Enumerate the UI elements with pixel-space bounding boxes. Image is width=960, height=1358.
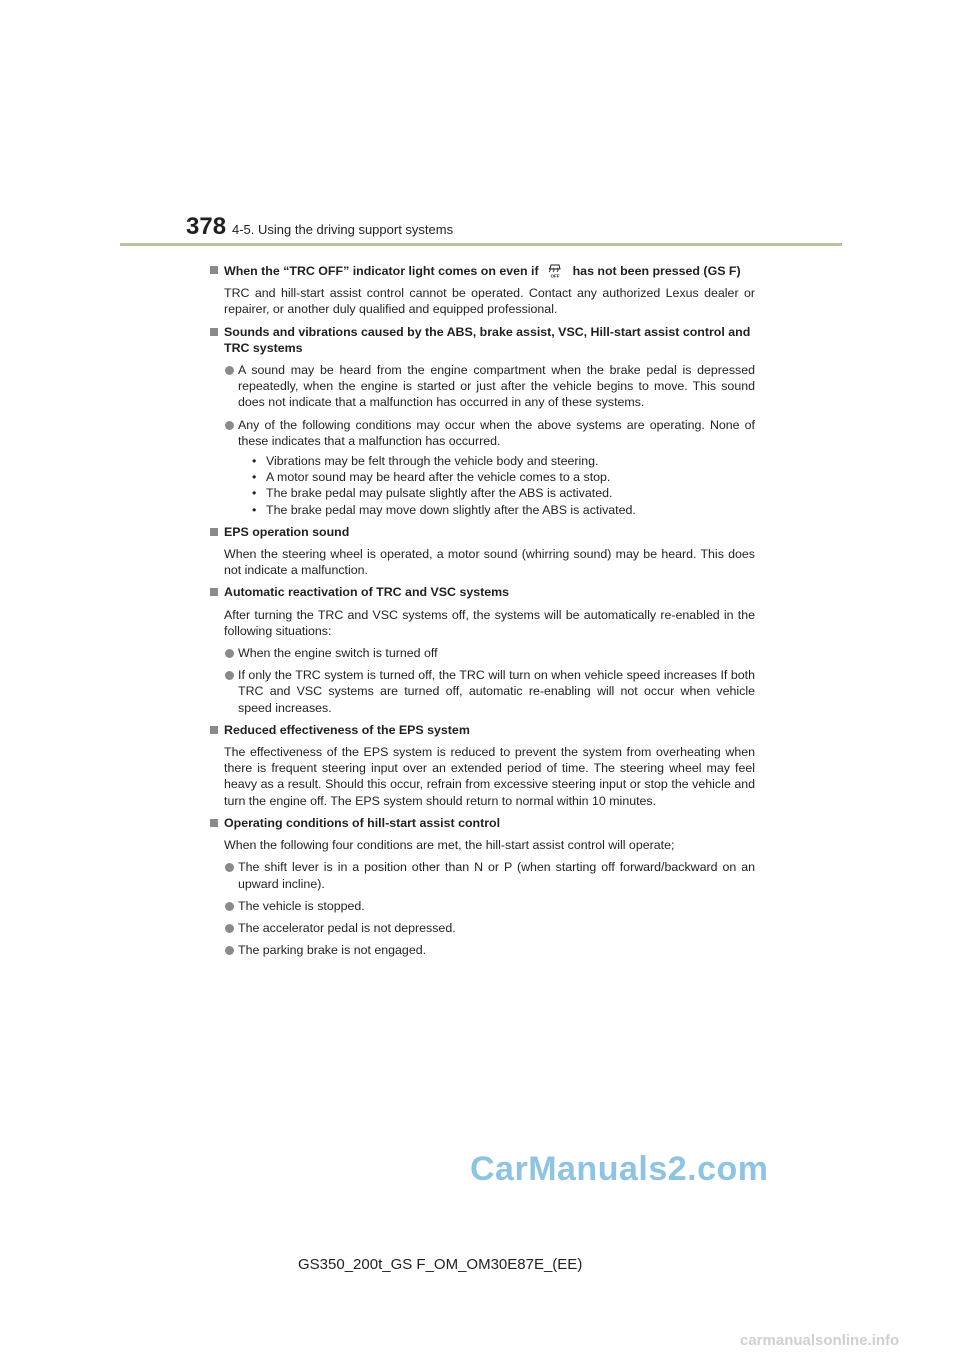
list-item (210, 667, 755, 716)
heading-text: has not been pressed (GS F) (572, 264, 741, 278)
heading-text: Reduced effectiveness of the EPS system (224, 722, 470, 737)
footer-site-link[interactable]: carmanualsonline.info (740, 1332, 900, 1349)
list-item-text: The vehicle is stopped. (238, 898, 365, 913)
sub-list-item-text: A motor sound may be heard after the vehicle comes to a stop. (266, 470, 611, 485)
document-code: GS350_200t_GS F_OM_OM30E87E_(EE) (298, 1256, 583, 1273)
list-item-text: When the engine switch is turned off (238, 646, 438, 661)
heading-reactivation (210, 584, 755, 600)
paragraph: When the following four conditions are met, the hill-start assist control will operate; (224, 838, 675, 853)
square-bullet-icon (210, 726, 218, 734)
sub-list-item-text: The brake pedal may move down slightly after the ABS is activated. (266, 502, 636, 517)
heading-eps-reduced (210, 722, 755, 738)
circle-bullet-icon (225, 366, 234, 375)
trc-off-icon (545, 262, 565, 278)
square-bullet-icon (210, 819, 218, 827)
list-item (210, 417, 755, 449)
list-item-text: Any of the following conditions may occur when the above systems are operating. None of these indicates that a malfunction has occurred. (238, 417, 755, 448)
list-item-text: The shift lever is in a position other than N or P (when starting off forward/backward on an upward incline). (238, 860, 755, 891)
sub-list-item-text: The brake pedal may pulsate slightly after the ABS is activated. (266, 486, 613, 501)
circle-bullet-icon (225, 671, 234, 680)
circle-bullet-icon (225, 902, 234, 911)
paragraph: When the steering wheel is operated, a motor sound (whirring sound) may be heard. This does not indicate a malfunction. (224, 547, 755, 578)
page-number: 378 (186, 213, 227, 240)
square-bullet-icon (210, 266, 218, 274)
heading-hill-start (210, 815, 755, 831)
list-item (210, 362, 755, 411)
circle-bullet-icon (225, 863, 234, 872)
list-item-text: If only the TRC system is turned off, the TRC will turn on when vehicle speed increases If both TRC and VSC systems are turned off, automatic re-enabling will not occur when vehicle speed increases. (238, 668, 755, 715)
list-item (210, 920, 755, 936)
list-item (210, 859, 755, 891)
dot-bullet-icon: • (252, 486, 257, 501)
circle-bullet-icon (225, 924, 234, 933)
svg-text:OFF: OFF (550, 273, 560, 278)
sub-list-item (252, 469, 755, 485)
sub-list-item-text: Vibrations may be felt through the vehicle body and steering. (266, 454, 599, 469)
dot-bullet-icon: • (252, 470, 257, 485)
paragraph: After turning the TRC and VSC systems off, the systems will be automatically re-enabled in the following situations: (224, 607, 755, 638)
heading-eps-sound (210, 524, 755, 540)
heading-trc-off (210, 262, 755, 279)
heading-text: EPS operation sound (224, 524, 350, 539)
square-bullet-icon (210, 528, 218, 536)
paragraph: TRC and hill-start assist control cannot be operated. Contact any authorized Lexus dealer or repairer, or another duly qualified and equipped professional. (224, 286, 755, 317)
sub-list-item (252, 485, 755, 501)
heading-text: Sounds and vibrations caused by the ABS, brake assist, VSC, Hill-start assist control and TRC systems (224, 324, 751, 355)
watermark-logo[interactable]: CarManuals2.com (470, 1150, 769, 1188)
list-item-text: The parking brake is not engaged. (238, 943, 427, 958)
square-bullet-icon (210, 588, 218, 596)
list-item (210, 898, 755, 914)
dot-bullet-icon: • (252, 502, 257, 517)
circle-bullet-icon (225, 649, 234, 658)
sub-list (210, 453, 755, 518)
circle-bullet-icon (225, 421, 234, 430)
list-item (210, 645, 755, 661)
circle-bullet-icon (225, 946, 234, 955)
header-rule (120, 243, 842, 246)
paragraph: The effectiveness of the EPS system is reduced to prevent the system from overheating when there is frequent steering input over an extended period of time. The steering wheel may feel heavy as a result. Should this occur, refrain from excessive steering input or stop the vehicle and turn the engine off. The EPS system should return to normal within 10 minutes. (224, 745, 755, 808)
section-title: 4-5. Using the driving support systems (232, 222, 454, 237)
heading-text: When the “TRC OFF” indicator light comes on even if (224, 264, 539, 278)
dot-bullet-icon: • (252, 454, 257, 469)
list-item-text: The accelerator pedal is not depressed. (238, 920, 456, 935)
sub-list-item (252, 453, 755, 469)
heading-sounds (210, 324, 755, 356)
heading-text: Operating conditions of hill-start assist control (224, 815, 501, 830)
square-bullet-icon (210, 328, 218, 336)
page-content (210, 262, 755, 958)
list-item-text: A sound may be heard from the engine compartment when the brake pedal is depressed repeatedly, when the engine is started or just after the vehicle begins to move. This sound does not indicate that a malfunction has occurred in any of these systems. (238, 363, 755, 410)
heading-text: Automatic reactivation of TRC and VSC systems (224, 585, 510, 600)
sub-list-item (252, 502, 755, 518)
list-item (210, 942, 755, 958)
